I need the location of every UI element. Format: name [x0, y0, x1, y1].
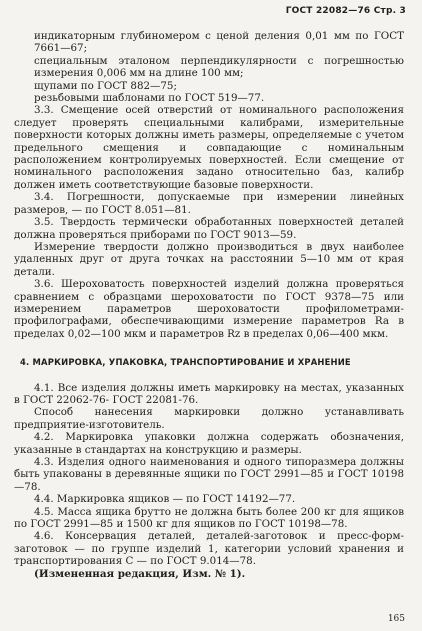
- paragraph: специальным эталоном перпендикулярности с погрешностью измерения 0,006 мм на длине 100 мм;: [34, 54, 404, 80]
- paragraph: Измерение твердости должно производиться в двух наиболее удаленных друг от друга точках на расстоянии 5—10 мм от края детали.: [14, 240, 404, 278]
- document-body: [14, 30, 404, 580]
- paragraph: 4.2. Маркировка упаковки должна содержать обозначения, указанные в стандартах на конструкцию и размеры.: [14, 431, 404, 456]
- edition-note: (Измененная редакция, Изм. № 1).: [34, 567, 246, 580]
- section-title: 4. МАРКИРОВКА, УПАКОВКА, ТРАНСПОРТИРОВАНИЕ И ХРАНЕНИЕ: [20, 357, 351, 368]
- paragraph: щупами по ГОСТ 882—75;: [34, 79, 177, 92]
- paragraph: 4.3. Изделия одного наименования и одного типоразмера должны быть упакованы в деревянные ящики по ГОСТ 2991—85 и ГОСТ 10198—78.: [14, 456, 404, 493]
- page-header: ГОСТ 22082—76 Стр. 3: [285, 6, 406, 16]
- paragraph: резьбовыми шаблонами по ГОСТ 519—77.: [34, 92, 265, 105]
- paragraph: 3.5. Твердость термически обработанных поверхностей деталей должна проверяться приборами по ГОСТ 9013—59.: [14, 216, 404, 241]
- paragraph: 3.6. Шероховатость поверхностей изделий должна проверяться сравнением с образцами шероховатости по ГОСТ 9378—75 или измерением параметров шероховатости профилометрами-профилографами, обеспечивающими измерение параметров Ra в пределах 0,02—100 мкм и параметров Rz в пределах 0,06—400 мкм.: [14, 278, 404, 340]
- paragraph: Способ нанесения маркировки должно устанавливать предприятие-изготовитель.: [14, 406, 404, 431]
- paragraph: 4.5. Масса ящика брутто не должна быть более 200 кг для ящиков по ГОСТ 2991—85 и 1500 кг для ящиков по ГОСТ 10198—78.: [14, 505, 404, 531]
- page-number: 165: [387, 614, 405, 624]
- paragraph: 4.4. Маркировка ящиков — по ГОСТ 14192—77.: [34, 493, 296, 506]
- paragraph: 4.6. Консервация деталей, деталей-заготовок и пресс-форм-заготовок — по группе изделий 1, категории условий хранения и транспортирования С — по ГОСТ 9.014—78.: [14, 530, 404, 568]
- paragraph: индикаторным глубиномером с ценой деления 0,01 мм по ГОСТ 7661—67;: [34, 30, 404, 55]
- paragraph: 3.3. Смещение осей отверстий от номинального расположения следует проверять специальными калибрами, измерительные поверхности которых должны иметь размеры, определяемые с учетом предельного смещения и совпадающие с номинальным расположением контролируемых поверхностей. Если смещение от номинального расположения задано относительно баз, калибр должен иметь соответствующие базовые поверхности.: [14, 104, 404, 191]
- paragraph: 4.1. Все изделия должны иметь маркировку на местах, указанных в ГОСТ 22062-76- ГОСТ 22081-76.: [14, 381, 404, 406]
- paragraph: 3.4. Погрешности, допускаемые при измерении линейных размеров, — по ГОСТ 8.051—81.: [14, 191, 404, 216]
